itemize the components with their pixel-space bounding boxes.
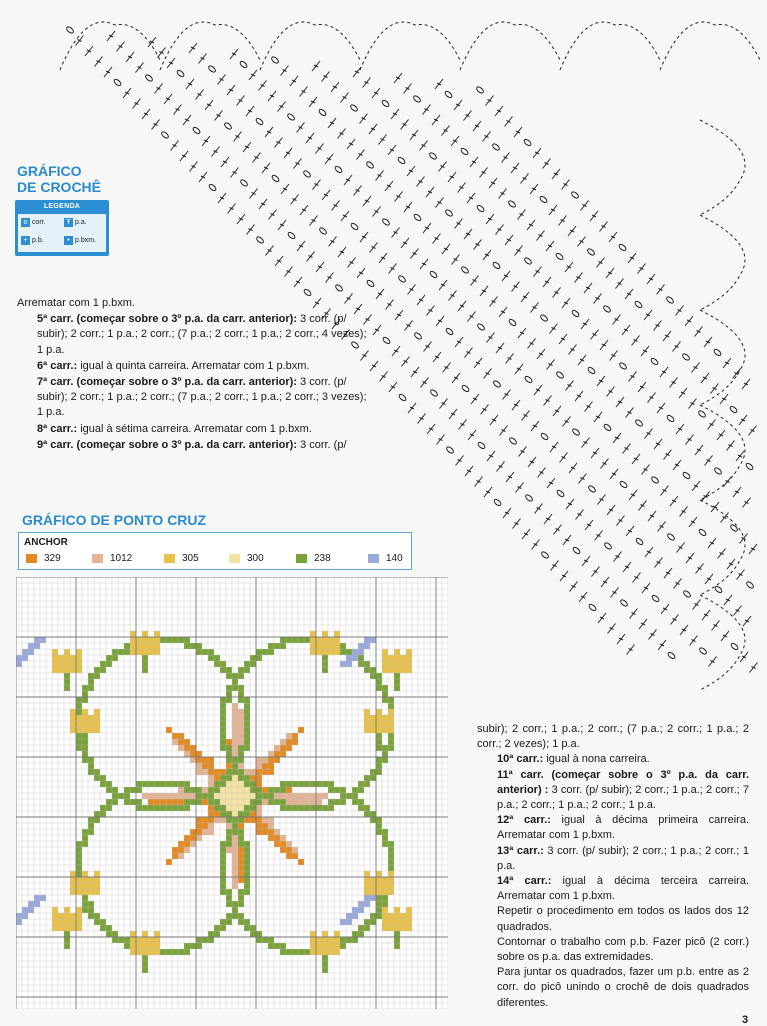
cross-stitch-heading: GRÁFICO DE PONTO CRUZ	[22, 512, 207, 528]
legend-item-double-crochet: Ŧ p.a.	[64, 218, 87, 227]
instructions-left	[17, 296, 367, 454]
instruction-edging: Contornar o trabalho com p.b. Fazer picô (2 corr.) sobre os p.a. das extremidades.	[497, 935, 749, 964]
chain-oval-icon: o	[21, 218, 30, 227]
anchor-color-key	[18, 532, 412, 570]
color-swatch	[164, 554, 175, 563]
instruction-row-12: 12ª carr.: igual à décima primeira carreira. Arrematar com 1 p.bxm.	[497, 814, 750, 842]
instruction-row-5: 5ª carr. (começar sobre o 3º p.a. da carr. anterior): 3 corr. (p/ subir); 2 corr.; 1 p.a.; 2 corr.; (7 p.a.; 2 corr.; 1 p.a.; 2 corr.; 4 vezes); 1 p.a.	[37, 313, 367, 356]
legend-title: LEGENDA	[43, 203, 81, 210]
crochet-legend	[15, 200, 109, 256]
color-key-item: 300	[229, 553, 264, 564]
single-crochet-icon: +	[21, 236, 30, 245]
instruction-line: subir); 2 corr.; 1 p.a.; 2 corr.; (7 p.a.; 2 corr.; 1 p.a.; 2 corr.; 2 vezes); 1 p.a.	[477, 723, 749, 751]
legend-item-single-crochet: + p.b.	[21, 236, 44, 245]
legend-item-slip-stitch: • p.bxm.	[64, 236, 96, 245]
color-key-item: 329	[26, 553, 61, 564]
color-key-item: 238	[296, 553, 331, 564]
color-swatch	[368, 554, 379, 563]
color-swatch	[92, 554, 103, 563]
instruction-row-6: 6ª carr.: igual à quinta carreira. Arrematar com 1 p.bxm.	[37, 359, 310, 372]
anchor-label: ANCHOR	[24, 537, 68, 548]
instruction-row-7: 7ª carr. (começar sobre o 3º p.a. da carr. anterior): 3 corr. (p/ subir); 2 corr.; 1 p.a.; 2 corr.; (7 p.a.; 2 corr.; 1 p.a.; 2 corr.; 3 vezes); 1 p.a.	[37, 376, 367, 419]
color-swatch	[229, 554, 240, 563]
color-key-item: 1012	[92, 553, 132, 564]
instruction-row-14: 14ª carr.: igual à décima terceira carreira. Arrematar com 1 p.bxm.	[497, 875, 749, 903]
color-key-item: 140	[368, 553, 403, 564]
slip-stitch-icon: •	[64, 236, 73, 245]
crochet-chart-heading: GRÁFICO DE CROCHÊ	[17, 163, 102, 195]
instructions-right	[477, 722, 749, 1011]
color-swatch	[296, 554, 307, 563]
cross-stitch-chart	[16, 577, 448, 1009]
color-key-item: 305	[164, 553, 199, 564]
instruction-row-10: 10ª carr.: igual à nona carreira.	[497, 753, 650, 766]
legend-item-chain: o corr.	[21, 218, 46, 227]
instruction-join: Para juntar os quadrados, fazer um p.b. entre as 2 corr. do picô unindo o crochê de dois quadrados diferentes.	[497, 966, 749, 1009]
instruction-repeat: Repetir o procedimento em todos os lados dos 12 quadrados.	[497, 905, 749, 933]
color-swatch	[26, 554, 37, 563]
instruction-row-13: 13ª carr.: 3 corr. (p/ subir); 2 corr.; 1 p.a.; 2 corr.; 1 p.a.	[497, 844, 749, 872]
instruction-row-9: 9ª carr. (começar sobre o 3º p.a. da carr. anterior): 3 corr. (p/	[37, 438, 347, 451]
instruction-line: Arrematar com 1 p.bxm.	[17, 297, 135, 309]
instruction-row-11: 11ª carr. (começar sobre o 3º p.a. da carr. anterior) : 3 corr. (p/ subir); 2 corr.; 1 p.a.; 2 corr.; 7 p.a.; 2 corr.; 1 p.a.; 2 corr.; 1 p.a.	[497, 768, 749, 812]
instruction-row-8: 8ª carr.: igual à sétima carreira. Arrematar com 1 p.bxm.	[37, 422, 312, 435]
double-crochet-icon: Ŧ	[64, 218, 73, 227]
page-number: 3	[742, 1014, 749, 1026]
